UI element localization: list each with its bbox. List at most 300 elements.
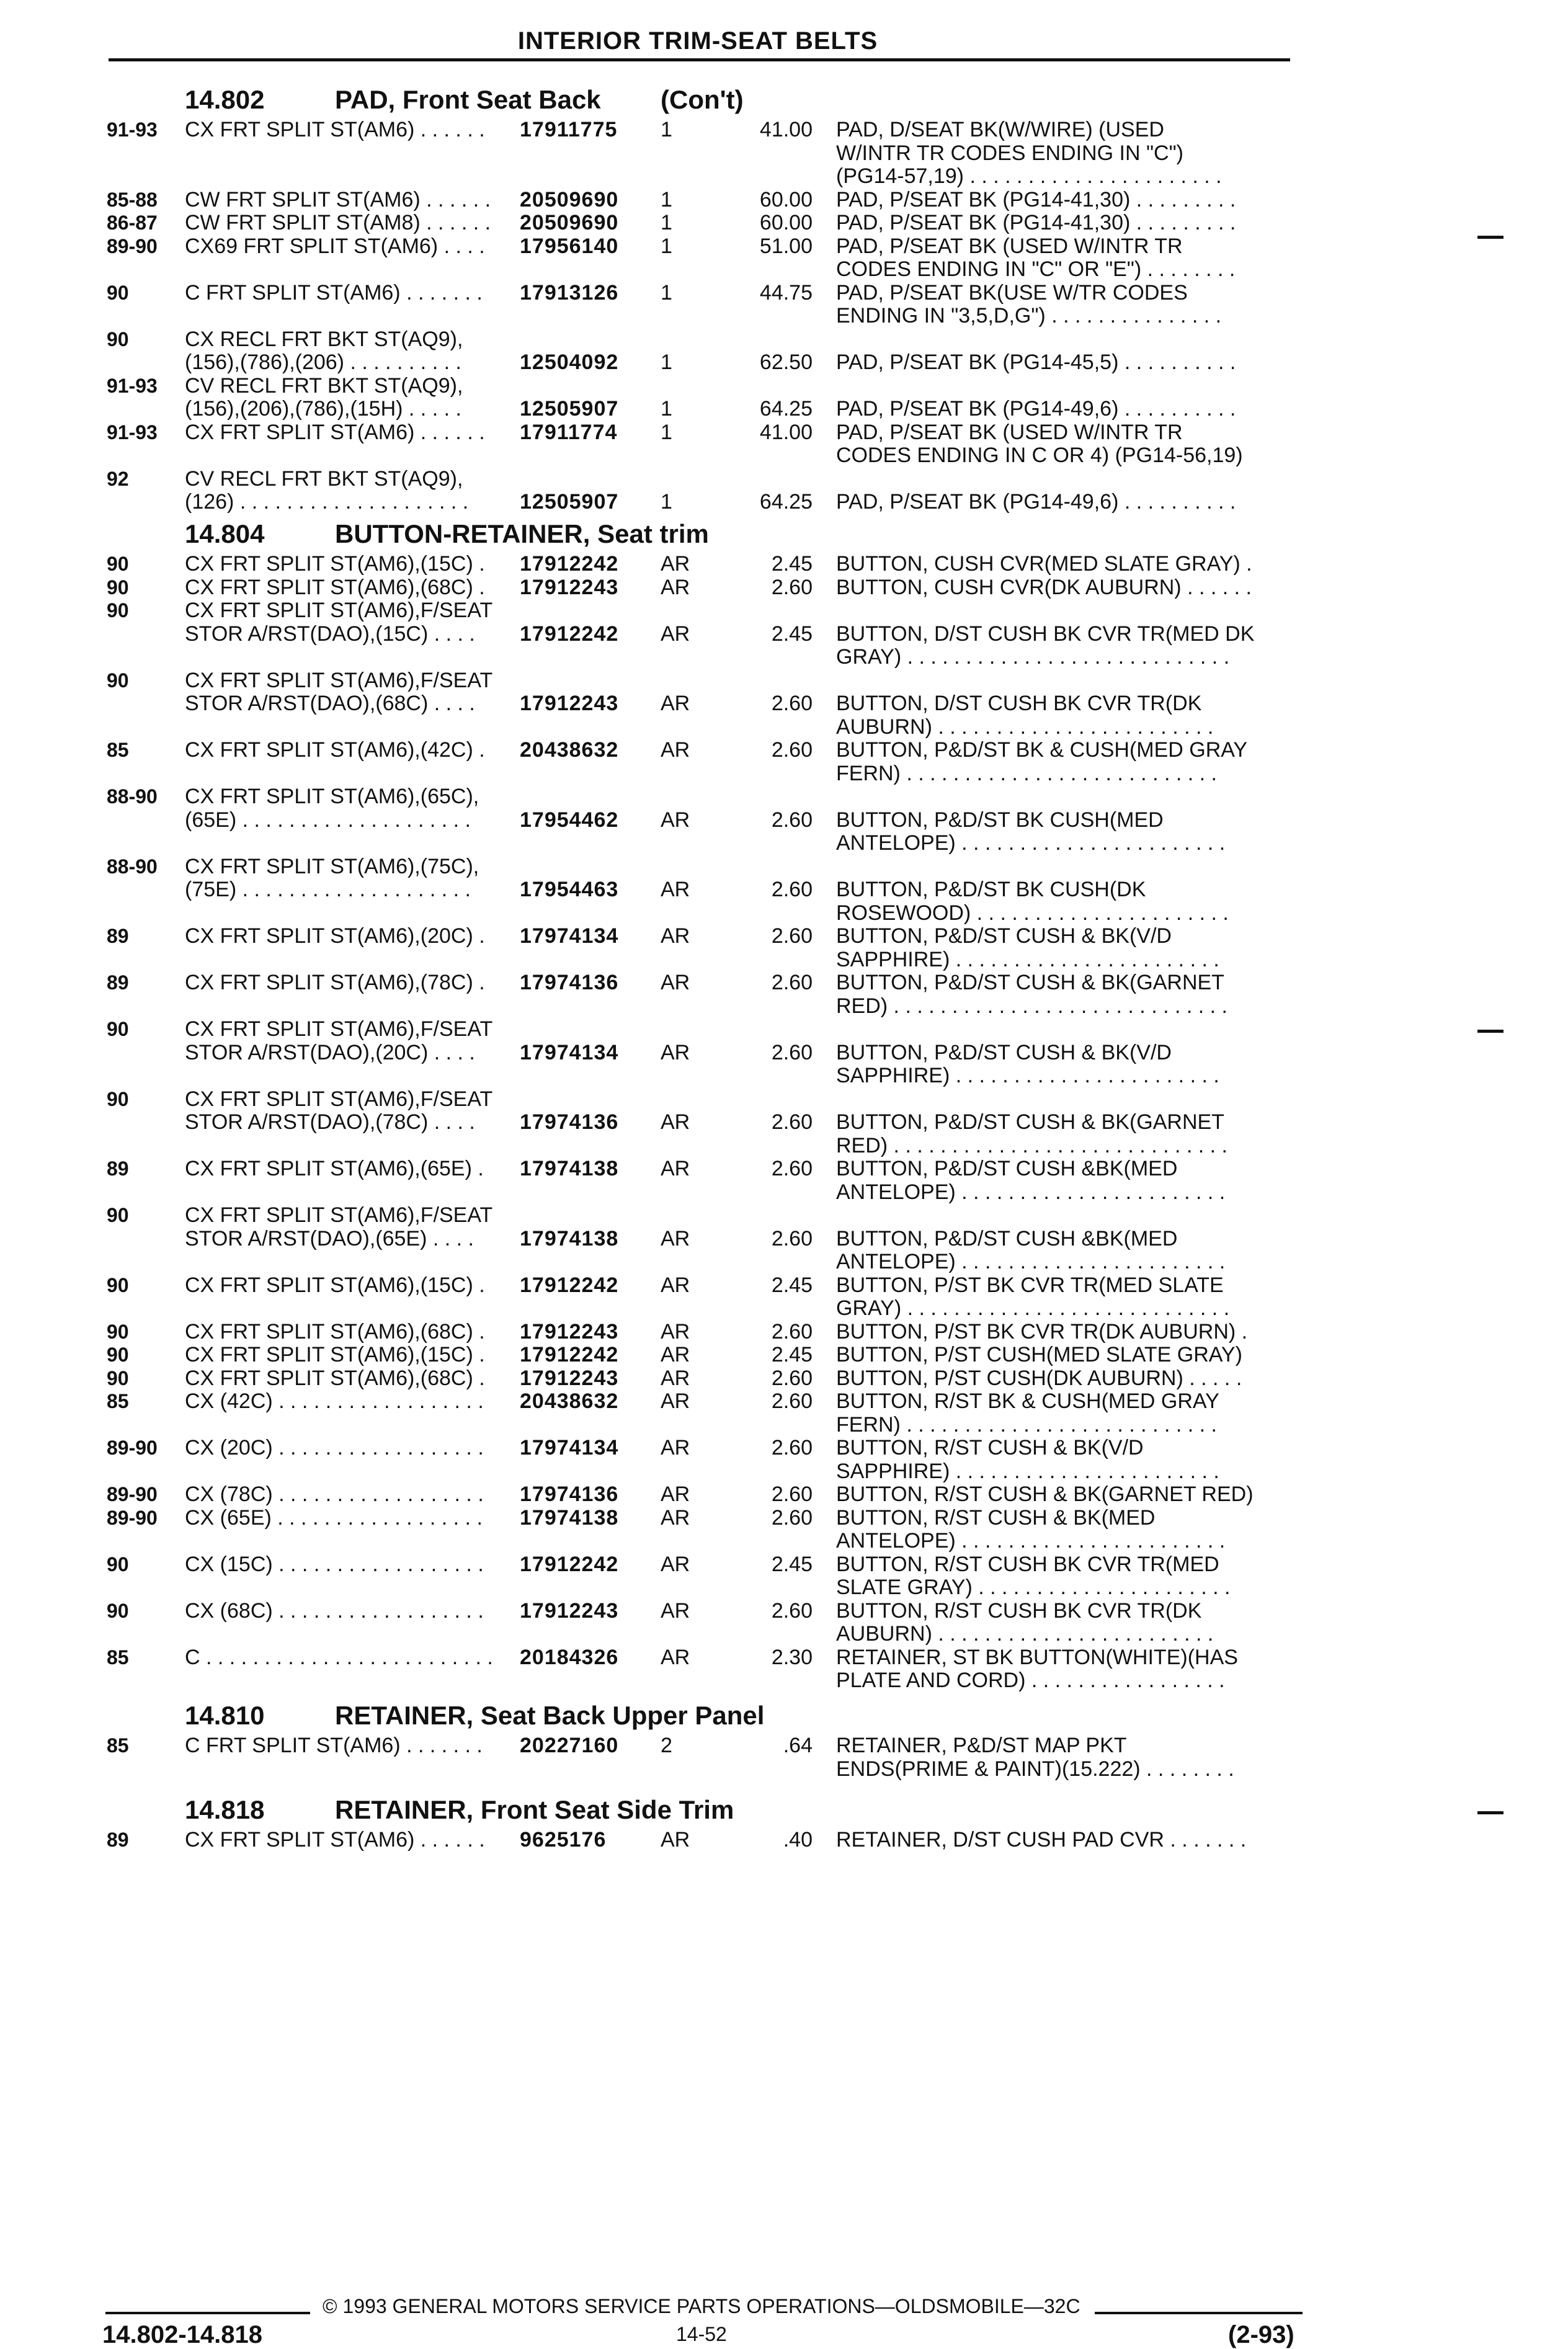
description-cell: CX FRT SPLIT ST(AM6),(42C) .: [185, 738, 485, 762]
year-cell: 85: [107, 739, 129, 761]
part-number-cell: 17974136: [520, 1482, 619, 1506]
price-cell: 2.45: [771, 1552, 813, 1576]
year-cell: 85: [107, 1390, 129, 1412]
table-row: [0, 234, 1568, 259]
description-cell: CX (78C) . . . . . . . . . . . . . . . . . .: [185, 1482, 484, 1506]
year-cell: 85-88: [107, 188, 158, 211]
note-cell: BUTTON, P/ST BK CVR TR(DK AUBURN) .: [836, 1319, 1248, 1344]
section-continued: (Con't): [661, 85, 744, 114]
table-row: [0, 808, 1568, 832]
price-cell: 2.60: [771, 575, 813, 599]
section-number: 14.810: [185, 1701, 265, 1730]
year-cell: 90: [107, 553, 129, 575]
part-number-cell: 17912243: [520, 1319, 619, 1344]
table-row: [0, 327, 1568, 352]
note-cell: PAD, D/SEAT BK(W/WIRE) (USED: [836, 118, 1164, 141]
year-cell: 91-93: [107, 118, 158, 141]
year-cell: 90: [107, 1273, 129, 1296]
note-cell: GRAY) . . . . . . . . . . . . . . . . . . . . . . . . . . . .: [836, 1296, 1230, 1320]
part-number-cell: 17913126: [520, 280, 619, 305]
price-cell: 2.60: [771, 738, 813, 762]
note-cell: BUTTON, P&D/ST BK CUSH(MED: [836, 808, 1164, 832]
table-row: [0, 1296, 1568, 1321]
part-number-cell: 17974134: [520, 1436, 619, 1460]
part-number-cell: 17954462: [520, 808, 619, 832]
description-cell: (156),(206),(786),(15H) . . . . .: [185, 397, 461, 421]
price-cell: 60.00: [759, 187, 813, 212]
table-row: [0, 1505, 1568, 1530]
note-cell: ROSEWOOD) . . . . . . . . . . . . . . . . . . . . . .: [836, 901, 1229, 925]
part-number-cell: 17974136: [520, 1110, 619, 1134]
description-cell: CX FRT SPLIT ST(AM6),F/SEAT: [185, 1087, 493, 1111]
table-row: [0, 1249, 1568, 1274]
description-cell: CX (20C) . . . . . . . . . . . . . . . . . .: [185, 1436, 484, 1460]
description-cell: CX FRT SPLIT ST(AM6),(65E) .: [185, 1157, 484, 1180]
note-cell: PAD, P/SEAT BK (PG14-49,6) . . . . . . . . . .: [836, 490, 1236, 514]
quantity-cell: AR: [661, 692, 690, 715]
note-cell: (PG14-57,19) . . . . . . . . . . . . . . . . . . . . . .: [836, 164, 1222, 188]
table-row: [0, 1621, 1568, 1646]
note-cell: PAD, P/SEAT BK (USED W/INTR TR: [836, 420, 1183, 444]
note-cell: FERN) . . . . . . . . . . . . . . . . . . . . . . . . . . .: [836, 761, 1217, 785]
note-cell: FERN) . . . . . . . . . . . . . . . . . . . . . . . . . . .: [836, 1412, 1217, 1437]
table-row: [0, 1319, 1568, 1344]
description-cell: STOR A/RST(DAO),(65E) . . . .: [185, 1226, 474, 1250]
table-row: [0, 1389, 1568, 1414]
description-cell: C . . . . . . . . . . . . . . . . . . . . . . . . .: [185, 1645, 493, 1669]
part-number-cell: 17912242: [520, 1273, 619, 1297]
table-row: [0, 1528, 1568, 1553]
note-cell: PLATE AND CORD) . . . . . . . . . . . . . . . . .: [836, 1669, 1225, 1692]
edge-mark: [1477, 236, 1503, 239]
price-cell: 2.60: [771, 1157, 813, 1180]
part-number-cell: 20438632: [520, 1389, 619, 1413]
table-row: [0, 1733, 1568, 1758]
quantity-cell: AR: [661, 1828, 690, 1852]
section-header: [0, 1794, 1568, 1826]
price-cell: 2.60: [771, 1366, 813, 1390]
part-number-cell: 17912243: [520, 1366, 619, 1390]
year-cell: 90: [107, 1320, 129, 1343]
note-cell: BUTTON, P/ST BK CVR TR(MED SLATE: [836, 1273, 1224, 1297]
table-row: [0, 373, 1568, 398]
price-cell: .64: [783, 1734, 813, 1757]
edge-mark: [1477, 1811, 1503, 1814]
price-cell: 2.60: [771, 1040, 813, 1064]
note-cell: ANTELOPE) . . . . . . . . . . . . . . . . . . . . . . .: [836, 831, 1226, 855]
description-cell: CX FRT SPLIT ST(AM6) . . . . . .: [185, 1828, 485, 1852]
note-cell: BUTTON, P&D/ST CUSH & BK(V/D: [836, 924, 1172, 948]
table-row: [0, 1366, 1568, 1391]
price-cell: 2.60: [771, 1482, 813, 1506]
quantity-cell: AR: [661, 1110, 690, 1134]
note-cell: SLATE GRAY) . . . . . . . . . . . . . . . . . . . . . .: [836, 1576, 1231, 1599]
quantity-cell: AR: [661, 971, 690, 994]
description-cell: CW FRT SPLIT ST(AM8) . . . . . .: [185, 211, 491, 234]
table-row: [0, 1226, 1568, 1251]
description-cell: CX FRT SPLIT ST(AM6),(75C),: [185, 854, 479, 878]
description-cell: CX FRT SPLIT ST(AM6),F/SEAT: [185, 668, 493, 692]
table-row: [0, 551, 1568, 576]
note-cell: PAD, P/SEAT BK(USE W/TR CODES: [836, 280, 1188, 305]
part-number-cell: 12504092: [520, 350, 619, 374]
note-cell: RETAINER, D/ST CUSH PAD CVR . . . . . . .: [836, 1828, 1247, 1852]
year-cell: 90: [107, 1599, 129, 1622]
note-cell: ANTELOPE) . . . . . . . . . . . . . . . . . . . . . . .: [836, 1529, 1226, 1553]
year-cell: 89-90: [107, 234, 158, 257]
quantity-cell: AR: [661, 1319, 690, 1344]
table-row: [0, 187, 1568, 212]
description-cell: CX FRT SPLIT ST(AM6),(15C) .: [185, 552, 485, 576]
table-row: [0, 1017, 1568, 1041]
year-cell: 90: [107, 328, 129, 350]
quantity-cell: 2: [661, 1734, 672, 1757]
note-cell: PAD, P/SEAT BK (USED W/INTR TR: [836, 234, 1183, 258]
year-cell: 89-90: [107, 1506, 158, 1529]
description-cell: CX RECL FRT BKT ST(AQ9),: [185, 327, 463, 351]
quantity-cell: AR: [661, 1552, 690, 1576]
year-cell: 91-93: [107, 374, 158, 397]
year-cell: 90: [107, 1018, 129, 1040]
table-row: [0, 598, 1568, 623]
note-cell: ENDS(PRIME & PAINT)(15.222) . . . . . . . .: [836, 1757, 1234, 1781]
description-cell: CX FRT SPLIT ST(AM6),F/SEAT: [185, 1203, 493, 1227]
part-number-cell: 20509690: [520, 187, 619, 212]
table-row: [0, 1087, 1568, 1112]
part-number-cell: 17974138: [520, 1157, 619, 1180]
quantity-cell: 1: [661, 187, 672, 212]
year-cell: 86-87: [107, 212, 158, 234]
table-row: [0, 1412, 1568, 1437]
table-row: [0, 575, 1568, 600]
note-cell: RETAINER, P&D/ST MAP PKT: [836, 1734, 1127, 1757]
table-row: [0, 691, 1568, 716]
year-cell: 91-93: [107, 421, 158, 444]
description-cell: CX FRT SPLIT ST(AM6),(68C) .: [185, 1319, 485, 1344]
table-row: [0, 443, 1568, 468]
note-cell: SAPPHIRE) . . . . . . . . . . . . . . . . . . . . . . .: [836, 947, 1219, 971]
year-cell: 89: [107, 1829, 129, 1851]
table-row: [0, 210, 1568, 235]
part-number-cell: 17974136: [520, 971, 619, 994]
table-row: [0, 1180, 1568, 1205]
table-row: [0, 1156, 1568, 1181]
table-row: [0, 924, 1568, 948]
table-row: [0, 303, 1568, 328]
quantity-cell: AR: [661, 1273, 690, 1297]
table-row: [0, 1575, 1568, 1600]
note-cell: BUTTON, CUSH CVR(MED SLATE GRAY) .: [836, 552, 1252, 576]
year-cell: 89: [107, 925, 129, 947]
table-row: [0, 489, 1568, 514]
table-row: [0, 466, 1568, 491]
quantity-cell: AR: [661, 1040, 690, 1064]
description-cell: CX FRT SPLIT ST(AM6),(20C) .: [185, 924, 485, 948]
note-cell: BUTTON, P&D/ST CUSH &BK(MED: [836, 1226, 1178, 1250]
footer-page-number: 14-52: [676, 2323, 727, 2345]
year-cell: 90: [107, 599, 129, 622]
part-number-cell: 20184326: [520, 1645, 619, 1669]
table-row: [0, 1110, 1568, 1134]
part-number-cell: 17974134: [520, 1040, 619, 1064]
table-row: [0, 117, 1568, 142]
description-cell: CX FRT SPLIT ST(AM6),(68C) .: [185, 575, 485, 599]
description-cell: (75E) . . . . . . . . . . . . . . . . . . . .: [185, 878, 471, 901]
description-cell: CX FRT SPLIT ST(AM6),(15C) .: [185, 1273, 485, 1297]
price-cell: 2.60: [771, 1226, 813, 1250]
note-cell: ANTELOPE) . . . . . . . . . . . . . . . . . . . . . . .: [836, 1250, 1226, 1273]
note-cell: PAD, P/SEAT BK (PG14-45,5) . . . . . . . . . .: [836, 350, 1236, 374]
year-cell: 90: [107, 1204, 129, 1226]
quantity-cell: 1: [661, 490, 672, 514]
price-cell: 2.45: [771, 1343, 813, 1366]
section-header: [0, 1700, 1568, 1732]
price-cell: 44.75: [759, 280, 813, 305]
note-cell: CODES ENDING IN "C" OR "E") . . . . . . . .: [836, 257, 1236, 281]
table-row: [0, 668, 1568, 693]
note-cell: RED) . . . . . . . . . . . . . . . . . . . . . . . . . . . . .: [836, 1133, 1227, 1157]
note-cell: GRAY) . . . . . . . . . . . . . . . . . . . . . . . . . . . .: [836, 645, 1230, 669]
price-cell: 2.60: [771, 1505, 813, 1530]
price-cell: 64.25: [759, 397, 813, 421]
description-cell: CX FRT SPLIT ST(AM6),(15C) .: [185, 1343, 485, 1366]
section-title: BUTTON-RETAINER, Seat trim: [335, 519, 709, 548]
note-cell: PAD, P/SEAT BK (PG14-41,30) . . . . . . . . .: [836, 187, 1236, 212]
description-cell: CX FRT SPLIT ST(AM6) . . . . . .: [185, 118, 485, 141]
quantity-cell: 1: [661, 118, 672, 141]
part-number-cell: 12505907: [520, 397, 619, 421]
table-row: [0, 715, 1568, 739]
part-number-cell: 20509690: [520, 211, 619, 234]
table-row: [0, 644, 1568, 669]
note-cell: BUTTON, P&D/ST CUSH & BK(GARNET: [836, 1110, 1224, 1134]
table-row: [0, 738, 1568, 762]
description-cell: STOR A/RST(DAO),(68C) . . . .: [185, 692, 475, 715]
description-cell: STOR A/RST(DAO),(15C) . . . .: [185, 622, 475, 646]
quantity-cell: AR: [661, 808, 690, 832]
footer-date: (2-93): [1228, 2321, 1294, 2348]
note-cell: BUTTON, R/ST CUSH & BK(MED: [836, 1505, 1156, 1530]
description-cell: CX FRT SPLIT ST(AM6),(65C),: [185, 785, 479, 808]
table-row: [0, 1668, 1568, 1693]
note-cell: RED) . . . . . . . . . . . . . . . . . . . . . . . . . . . . .: [836, 994, 1227, 1018]
year-cell: 88-90: [107, 785, 158, 808]
description-cell: (156),(786),(206) . . . . . . . . . .: [185, 350, 461, 374]
quantity-cell: AR: [661, 1389, 690, 1413]
note-cell: BUTTON, P&D/ST BK & CUSH(MED GRAY: [836, 738, 1248, 762]
part-number-cell: 17911775: [520, 118, 618, 141]
quantity-cell: 1: [661, 350, 672, 374]
price-cell: .40: [783, 1828, 813, 1852]
note-cell: BUTTON, R/ST BK & CUSH(MED GRAY: [836, 1389, 1219, 1413]
table-row: [0, 1273, 1568, 1298]
quantity-cell: 1: [661, 397, 672, 421]
table-row: [0, 1645, 1568, 1670]
quantity-cell: AR: [661, 1343, 690, 1366]
description-cell: CW FRT SPLIT ST(AM6) . . . . . .: [185, 187, 491, 212]
note-cell: BUTTON, P/ST CUSH(DK AUBURN) . . . . .: [836, 1366, 1242, 1390]
year-cell: 89: [107, 971, 129, 994]
note-cell: BUTTON, R/ST CUSH & BK(V/D: [836, 1436, 1144, 1460]
note-cell: BUTTON, CUSH CVR(DK AUBURN) . . . . . .: [836, 575, 1252, 599]
footer-copyright: © 1993 GENERAL MOTORS SERVICE PARTS OPERATIONS—OLDSMOBILE—32C: [323, 2295, 1080, 2317]
edge-mark: [1477, 1030, 1503, 1033]
part-number-cell: 17912243: [520, 1598, 619, 1623]
note-cell: AUBURN) . . . . . . . . . . . . . . . . . . . . . . . .: [836, 1622, 1214, 1646]
year-cell: 90: [107, 576, 129, 599]
part-number-cell: 17954463: [520, 878, 619, 901]
note-cell: BUTTON, D/ST CUSH BK CVR TR(DK: [836, 692, 1202, 715]
description-cell: CX (68C) . . . . . . . . . . . . . . . . . .: [185, 1598, 484, 1623]
table-row: [0, 947, 1568, 972]
year-cell: 90: [107, 669, 129, 692]
description-cell: CX69 FRT SPLIT ST(AM6) . . . .: [185, 234, 485, 258]
note-cell: BUTTON, R/ST CUSH BK CVR TR(MED: [836, 1552, 1219, 1576]
table-row: [0, 831, 1568, 855]
section-number: 14.804: [185, 519, 265, 548]
footer-section-range: 14.802-14.818: [102, 2321, 263, 2348]
price-cell: 2.60: [771, 692, 813, 715]
price-cell: 62.50: [759, 350, 813, 374]
price-cell: 60.00: [759, 211, 813, 234]
table-row: [0, 1203, 1568, 1228]
note-cell: AUBURN) . . . . . . . . . . . . . . . . . . . . . . . .: [836, 715, 1214, 739]
quantity-cell: AR: [661, 924, 690, 948]
quantity-cell: AR: [661, 878, 690, 901]
table-row: [0, 1482, 1568, 1507]
footer-rule-left: [105, 2312, 310, 2314]
table-row: [0, 1063, 1568, 1088]
year-cell: 85: [107, 1646, 129, 1669]
table-row: [0, 1040, 1568, 1065]
part-number-cell: 17911774: [520, 420, 618, 444]
note-cell: ANTELOPE) . . . . . . . . . . . . . . . . . . . . . . .: [836, 1180, 1226, 1204]
description-cell: CX FRT SPLIT ST(AM6),(78C) .: [185, 971, 485, 994]
table-row: [0, 1133, 1568, 1158]
price-cell: 2.60: [771, 924, 813, 948]
price-cell: 2.45: [771, 552, 813, 576]
note-cell: BUTTON, P&D/ST BK CUSH(DK: [836, 878, 1146, 901]
table-row: [0, 1757, 1568, 1781]
year-cell: 89-90: [107, 1483, 158, 1505]
section-title: RETAINER, Front Seat Side Trim: [335, 1795, 734, 1824]
quantity-cell: 1: [661, 211, 672, 234]
quantity-cell: AR: [661, 1436, 690, 1460]
year-cell: 90: [107, 1366, 129, 1389]
part-number-cell: 17912243: [520, 575, 619, 599]
description-cell: (126) . . . . . . . . . . . . . . . . . . . .: [185, 490, 469, 514]
table-row: [0, 396, 1568, 421]
description-cell: C FRT SPLIT ST(AM6) . . . . . . .: [185, 280, 483, 305]
price-cell: 41.00: [759, 118, 813, 141]
price-cell: 2.45: [771, 1273, 813, 1297]
part-number-cell: 17912242: [520, 552, 619, 576]
year-cell: 90: [107, 1344, 129, 1366]
part-number-cell: 17974138: [520, 1505, 619, 1530]
quantity-cell: AR: [661, 1598, 690, 1623]
note-cell: W/INTR TR CODES ENDING IN "C"): [836, 141, 1183, 165]
part-number-cell: 17912242: [520, 1343, 619, 1366]
note-cell: BUTTON, P/ST CUSH(MED SLATE GRAY): [836, 1343, 1242, 1366]
section-title: RETAINER, Seat Back Upper Panel: [335, 1701, 765, 1730]
price-cell: 2.30: [771, 1645, 813, 1669]
price-cell: 2.60: [771, 1389, 813, 1413]
part-number-cell: 17956140: [520, 234, 619, 258]
note-cell: BUTTON, P&D/ST CUSH & BK(GARNET: [836, 971, 1224, 994]
part-number-cell: 12505907: [520, 490, 619, 514]
year-cell: 90: [107, 281, 129, 304]
description-cell: CX FRT SPLIT ST(AM6) . . . . . .: [185, 420, 485, 444]
table-row: [0, 1459, 1568, 1484]
part-number-cell: 9625176: [520, 1828, 607, 1852]
table-row: [0, 280, 1568, 305]
year-cell: 90: [107, 1087, 129, 1110]
quantity-cell: AR: [661, 738, 690, 762]
price-cell: 2.60: [771, 808, 813, 832]
table-row: [0, 1827, 1568, 1852]
description-cell: CX (15C) . . . . . . . . . . . . . . . . . .: [185, 1552, 484, 1576]
quantity-cell: AR: [661, 1157, 690, 1180]
quantity-cell: 1: [661, 234, 672, 258]
description-cell: CX FRT SPLIT ST(AM6),F/SEAT: [185, 599, 493, 622]
table-row: [0, 970, 1568, 995]
note-cell: SAPPHIRE) . . . . . . . . . . . . . . . . . . . . . . .: [836, 1459, 1219, 1483]
description-cell: CX (42C) . . . . . . . . . . . . . . . . . .: [185, 1389, 484, 1413]
year-cell: 92: [107, 467, 129, 490]
section-number: 14.818: [185, 1795, 265, 1824]
note-cell: RETAINER, ST BK BUTTON(WHITE)(HAS: [836, 1645, 1238, 1669]
page-title: INTERIOR TRIM-SEAT BELTS: [517, 27, 878, 55]
part-number-cell: 17912242: [520, 1552, 619, 1576]
part-number-cell: 20438632: [520, 738, 619, 762]
quantity-cell: 1: [661, 420, 672, 444]
section-title: PAD, Front Seat Back: [335, 85, 601, 114]
part-number-cell: 17912243: [520, 692, 619, 715]
year-cell: 90: [107, 1553, 129, 1576]
table-row: [0, 784, 1568, 809]
year-cell: 88-90: [107, 855, 158, 878]
section-number: 14.802: [185, 85, 265, 114]
price-cell: 2.60: [771, 1110, 813, 1134]
note-cell: BUTTON, P&D/ST CUSH &BK(MED: [836, 1157, 1178, 1180]
table-row: [0, 1342, 1568, 1367]
note-cell: ENDING IN "3,5,D,G") . . . . . . . . . . . . . . .: [836, 304, 1222, 328]
section-header: [0, 518, 1568, 550]
description-cell: C FRT SPLIT ST(AM6) . . . . . . .: [185, 1734, 483, 1757]
table-row: [0, 877, 1568, 902]
year-cell: 85: [107, 1734, 129, 1757]
note-cell: BUTTON, R/ST CUSH & BK(GARNET RED): [836, 1482, 1254, 1506]
quantity-cell: AR: [661, 552, 690, 576]
note-cell: SAPPHIRE) . . . . . . . . . . . . . . . . . . . . . . .: [836, 1064, 1219, 1087]
section-header: [0, 84, 1568, 116]
description-cell: CX FRT SPLIT ST(AM6),(68C) .: [185, 1366, 485, 1390]
price-cell: 41.00: [759, 420, 813, 444]
note-cell: PAD, P/SEAT BK (PG14-49,6) . . . . . . . . . .: [836, 397, 1236, 421]
quantity-cell: AR: [661, 1482, 690, 1506]
price-cell: 2.60: [771, 878, 813, 901]
table-row: [0, 164, 1568, 189]
table-row: [0, 994, 1568, 1018]
description-cell: CX FRT SPLIT ST(AM6),F/SEAT: [185, 1017, 493, 1041]
note-cell: PAD, P/SEAT BK (PG14-41,30) . . . . . . . . .: [836, 211, 1236, 234]
year-cell: 89-90: [107, 1437, 158, 1459]
table-row: [0, 1598, 1568, 1623]
table-row: [0, 350, 1568, 375]
table-row: [0, 854, 1568, 879]
quantity-cell: AR: [661, 1645, 690, 1669]
description-cell: CX (65E) . . . . . . . . . . . . . . . . . .: [185, 1505, 483, 1530]
